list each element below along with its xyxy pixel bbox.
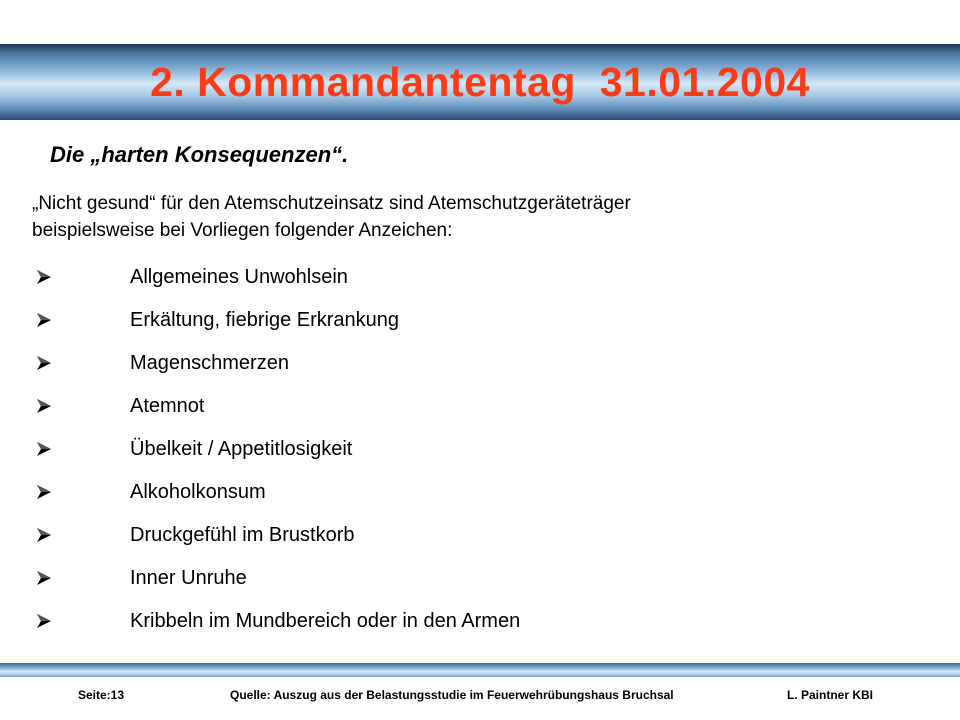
list-item-text: Übelkeit / Appetitlosigkeit <box>130 438 353 460</box>
arrowhead-bullet-icon <box>36 347 58 379</box>
list-item-text: Magenschmerzen <box>130 352 289 374</box>
list-item-text: Allgemeines Unwohlsein <box>130 266 348 288</box>
list-item <box>32 562 912 605</box>
arrowhead-bullet-icon <box>36 390 58 422</box>
arrowhead-bullet-icon <box>36 562 58 594</box>
list-item-text: Erkältung, fiebrige Erkrankung <box>130 309 400 331</box>
list-item-text: Inner Unruhe <box>130 567 247 589</box>
list-item <box>32 304 912 347</box>
bottom-bar <box>0 663 960 677</box>
list-item-text: Druckgefühl im Brustkorb <box>130 524 355 546</box>
footer-author: L. Paintner KBI <box>787 688 874 702</box>
footer <box>0 688 960 708</box>
footer-source: Quelle: Auszug aus der Belastungsstudie im Feuerwehrübungshaus Bruchsal <box>230 688 674 702</box>
arrowhead-bullet-icon <box>36 261 58 293</box>
arrowhead-bullet-icon <box>36 433 58 465</box>
arrowhead-bullet-icon <box>36 519 58 551</box>
list-item-text: Alkoholkonsum <box>130 481 266 503</box>
slide-title: 2. Kommandantentag 31.01.2004 <box>150 59 810 105</box>
slide-subtitle: Die „harten Konsequenzen“. <box>50 142 349 167</box>
list-item <box>32 261 912 304</box>
intro-line-2: beispielsweise bei Vorliegen folgender Anzeichen: <box>32 220 453 241</box>
arrowhead-bullet-icon <box>36 476 58 508</box>
list-item <box>32 519 912 562</box>
list-item <box>32 433 912 476</box>
symptom-list <box>32 261 912 648</box>
arrowhead-bullet-icon <box>36 605 58 637</box>
list-item-text: Atemnot <box>130 395 205 417</box>
list-item <box>32 476 912 519</box>
footer-page-number: Seite:13 <box>78 688 125 702</box>
list-item <box>32 605 912 648</box>
list-item <box>32 347 912 390</box>
intro-line-1: „Nicht gesund“ für den Atemschutzeinsatz sind Atemschutzgeräteträger <box>32 193 631 214</box>
arrowhead-bullet-icon <box>36 304 58 336</box>
intro-text <box>32 190 912 244</box>
list-item-text: Kribbeln im Mundbereich oder in den Armen <box>130 610 521 632</box>
list-item <box>32 390 912 433</box>
title-bar <box>0 44 960 120</box>
